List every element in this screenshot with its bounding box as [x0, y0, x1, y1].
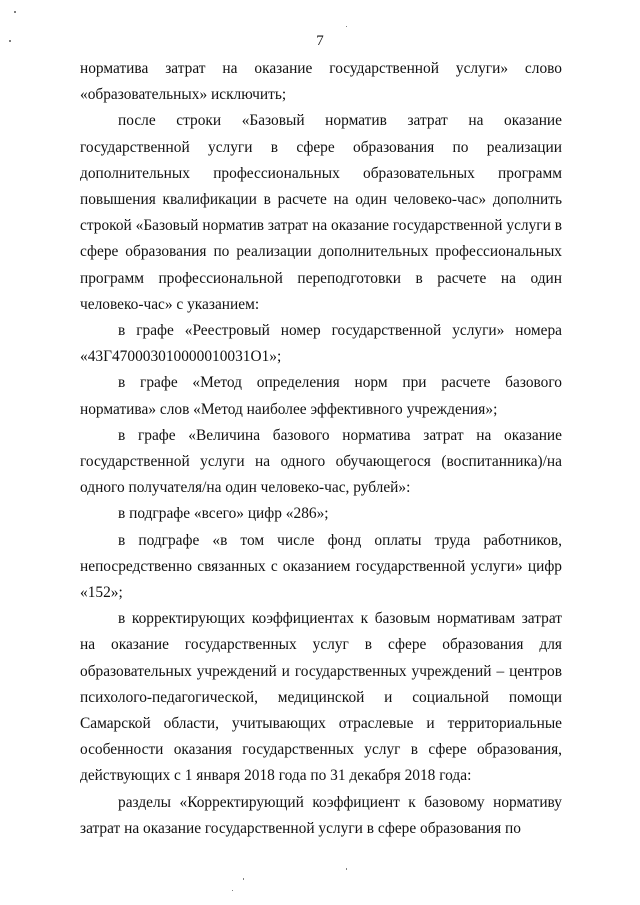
paragraph-6: в подграфе «всего» цифр «286»;: [118, 505, 329, 523]
paragraph-7: в подграфе «в том числе фонд оплаты труда работников, непосредственно связанных с оказанием государственной услуги» цифр «152»;: [80, 531, 562, 602]
scan-speck: [9, 40, 11, 42]
paragraph-5: в графе «Величина базового норматива затрат на оказание государственной услуги на одного обучающегося (воспитанника)/на одного получателя/на один человеко-час, рублей»:: [80, 426, 562, 497]
scan-speck: [232, 890, 233, 891]
scan-speck: [243, 878, 244, 880]
paragraph-3: в графе «Реестровый номер государственной услуги» номера «43Г470003010000010031О1»;: [80, 322, 562, 366]
scan-speck: [14, 11, 16, 13]
page-number: 7: [316, 33, 324, 49]
paragraph-4: в графе «Метод определения норм при расчете базового норматива» слов «Метод наиболее эффективного учреждения»;: [80, 374, 562, 418]
document-body: [80, 56, 562, 842]
scan-speck: [346, 26, 347, 27]
scan-speck: [346, 868, 347, 870]
paragraph-2: после строки «Базовый норматив затрат на оказание государственной услуги в сфере образования по реализации дополнительных профессиональных образовательных программ повышения квалификации в расчете на один человеко-час» дополнить строкой «Базовый норматив затрат на оказание государственной услуги в сфере образования по реализации дополнительных профессиональных программ профессиональной переподготовки в расчете на один человеко-час» с указанием:: [80, 112, 562, 313]
paragraph-8: в корректирующих коэффициентах к базовым нормативам затрат на оказание государственных услуг в сфере образования для образовательных учреждений и государственных учреждений – центров психолого-педагогической, медицинской и социальной помощи Самарской области, учитывающих отраслевые и территориальные особенности оказания государственных услуг в сфере образования, действующих с 1 января 2018 года по 31 декабря 2018 года:: [80, 610, 562, 785]
paragraph-9: разделы «Корректирующий коэффициент к базовому нормативу затрат на оказание государственной услуги в сфере образования по: [80, 793, 562, 837]
paragraph-1: норматива затрат на оказание государственной услуги» слово «образовательных» исключить;: [80, 60, 562, 104]
